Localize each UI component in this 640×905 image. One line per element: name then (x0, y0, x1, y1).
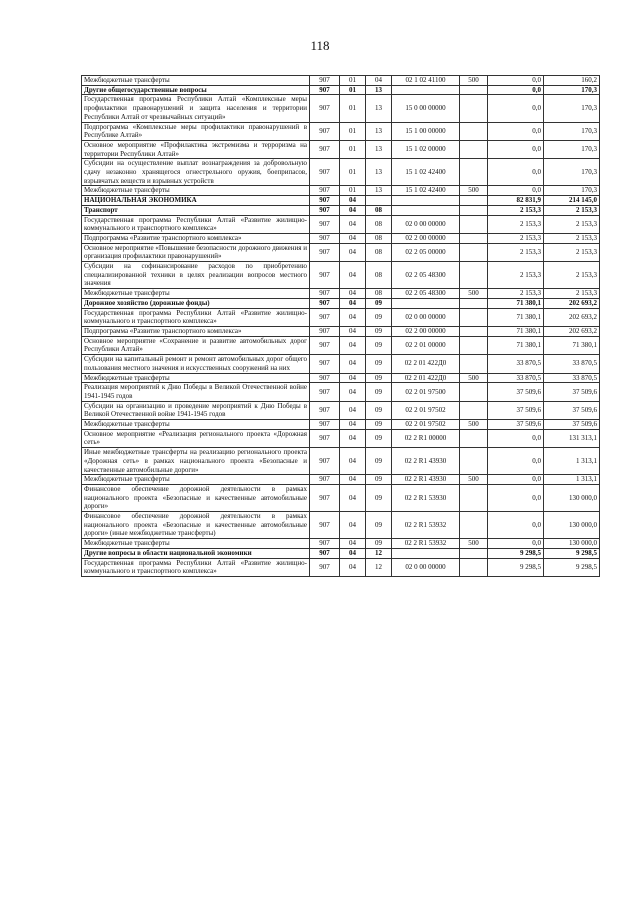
amount-year1-cell: 2 153,3 (488, 215, 544, 233)
ved-cell: 907 (310, 262, 340, 289)
amount-year2-cell: 2 153,3 (544, 215, 600, 233)
subsection-cell: 09 (366, 336, 392, 354)
table-row (82, 243, 600, 261)
amount-year2-cell: 130 000,0 (544, 484, 600, 511)
target-article-cell: 02 2 00 00000 (392, 233, 460, 243)
ved-cell: 907 (310, 558, 340, 576)
subsection-cell: 13 (366, 85, 392, 95)
section-cell: 01 (340, 76, 366, 86)
subsection-cell: 04 (366, 76, 392, 86)
table-row (82, 512, 600, 539)
ved-cell: 907 (310, 429, 340, 447)
target-article-cell (392, 548, 460, 558)
expense-type-cell: 500 (460, 475, 488, 485)
subsection-cell: 12 (366, 558, 392, 576)
expense-type-cell (460, 196, 488, 206)
ved-cell: 907 (310, 355, 340, 373)
expense-type-cell (460, 336, 488, 354)
target-article-cell: 02 2 R1 53930 (392, 484, 460, 511)
row-name-cell: Межбюджетные трансферты (82, 76, 310, 86)
ved-cell: 907 (310, 159, 340, 186)
table-row (82, 233, 600, 243)
table-row (82, 558, 600, 576)
ved-cell: 907 (310, 420, 340, 430)
amount-year1-cell: 0,0 (488, 539, 544, 549)
amount-year1-cell: 0,0 (488, 159, 544, 186)
row-name-cell: Другие вопросы в области национальной экономики (82, 548, 310, 558)
ved-cell: 907 (310, 233, 340, 243)
amount-year2-cell: 2 153,3 (544, 205, 600, 215)
target-article-cell: 02 0 00 00000 (392, 215, 460, 233)
expense-type-cell (460, 159, 488, 186)
expense-type-cell (460, 484, 488, 511)
section-cell: 04 (340, 262, 366, 289)
amount-year2-cell: 130 000,0 (544, 512, 600, 539)
expense-type-cell: 500 (460, 76, 488, 86)
amount-year1-cell: 2 153,3 (488, 205, 544, 215)
section-cell: 04 (340, 475, 366, 485)
ved-cell: 907 (310, 205, 340, 215)
amount-year2-cell: 2 153,3 (544, 243, 600, 261)
amount-year2-cell: 202 693,2 (544, 298, 600, 308)
section-cell: 04 (340, 298, 366, 308)
target-article-cell: 02 2 R1 53932 (392, 539, 460, 549)
amount-year1-cell: 37 509,6 (488, 420, 544, 430)
ved-cell: 907 (310, 512, 340, 539)
row-name-cell: Межбюджетные трансферты (82, 186, 310, 196)
target-article-cell: 15 1 02 42400 (392, 159, 460, 186)
target-article-cell: 02 2 01 97502 (392, 420, 460, 430)
row-name-cell: Основное мероприятие «Профилактика экстремизма и терроризма на территории Республики Алтай» (82, 140, 310, 158)
expense-type-cell (460, 355, 488, 373)
target-article-cell (392, 85, 460, 95)
subsection-cell: 09 (366, 298, 392, 308)
row-name-cell: Государственная программа Республики Алтай «Развитие жилищно-коммунального и транспортного комплекса» (82, 308, 310, 326)
expense-type-cell: 500 (460, 289, 488, 299)
section-cell: 04 (340, 420, 366, 430)
amount-year2-cell: 9 298,5 (544, 548, 600, 558)
section-cell: 01 (340, 140, 366, 158)
ved-cell: 907 (310, 539, 340, 549)
target-article-cell: 02 2 05 48300 (392, 289, 460, 299)
subsection-cell: 09 (366, 326, 392, 336)
subsection-cell: 09 (366, 484, 392, 511)
expense-type-cell (460, 383, 488, 401)
subsection-cell: 08 (366, 233, 392, 243)
subsection-cell: 13 (366, 122, 392, 140)
amount-year1-cell: 33 870,5 (488, 373, 544, 383)
row-name-cell: Государственная программа Республики Алтай «Комплексные меры профилактики правонарушений и защита населения и территории Республики Алтай от чрезвычайных ситуаций» (82, 95, 310, 122)
subsection-cell: 09 (366, 539, 392, 549)
table-row (82, 373, 600, 383)
amount-year1-cell: 9 298,5 (488, 558, 544, 576)
section-cell: 04 (340, 558, 366, 576)
subsection-cell: 09 (366, 429, 392, 447)
amount-year2-cell: 170,3 (544, 186, 600, 196)
subsection-cell: 09 (366, 420, 392, 430)
subsection-cell: 09 (366, 475, 392, 485)
amount-year1-cell: 2 153,3 (488, 289, 544, 299)
subsection-cell: 09 (366, 401, 392, 419)
section-cell: 04 (340, 215, 366, 233)
table-row (82, 308, 600, 326)
expense-type-cell (460, 298, 488, 308)
subsection-cell: 09 (366, 308, 392, 326)
target-article-cell: 02 2 R1 43930 (392, 448, 460, 475)
ved-cell: 907 (310, 298, 340, 308)
ved-cell: 907 (310, 95, 340, 122)
expense-type-cell (460, 122, 488, 140)
table-row (82, 159, 600, 186)
target-article-cell: 02 2 01 422Д0 (392, 373, 460, 383)
subsection-cell: 09 (366, 383, 392, 401)
row-name-cell: Основное мероприятие «Повышение безопасности дорожного движения и организация профилактики правонарушений» (82, 243, 310, 261)
expense-type-cell (460, 95, 488, 122)
row-name-cell: Реализация мероприятий к Дню Победы в Великой Отечественной войне 1941-1945 годов (82, 383, 310, 401)
amount-year1-cell: 0,0 (488, 95, 544, 122)
target-article-cell: 02 2 05 48300 (392, 262, 460, 289)
page-number: 118 (310, 38, 330, 53)
row-name-cell: Межбюджетные трансферты (82, 289, 310, 299)
row-name-cell: Основное мероприятие «Реализация регионального проекта «Дорожная сеть» (82, 429, 310, 447)
target-article-cell: 15 1 02 42400 (392, 186, 460, 196)
row-name-cell: Субсидии на осуществление выплат вознаграждения за добровольную сдачу незаконно хранящегося огнестрельного оружия, боеприпасов, взрывчатых веществ и взрывных устройств (82, 159, 310, 186)
amount-year1-cell: 82 831,9 (488, 196, 544, 206)
table-row (82, 85, 600, 95)
subsection-cell: 08 (366, 243, 392, 261)
section-cell: 01 (340, 122, 366, 140)
subsection-cell: 09 (366, 448, 392, 475)
amount-year1-cell: 0,0 (488, 484, 544, 511)
section-cell: 04 (340, 548, 366, 558)
table-row (82, 326, 600, 336)
section-cell: 04 (340, 243, 366, 261)
ved-cell: 907 (310, 448, 340, 475)
section-cell: 04 (340, 383, 366, 401)
section-cell: 04 (340, 355, 366, 373)
target-article-cell: 02 2 R1 43930 (392, 475, 460, 485)
amount-year2-cell: 37 509,6 (544, 401, 600, 419)
ved-cell: 907 (310, 140, 340, 158)
amount-year2-cell: 37 509,6 (544, 383, 600, 401)
target-article-cell (392, 196, 460, 206)
amount-year1-cell: 71 380,1 (488, 326, 544, 336)
amount-year1-cell: 2 153,3 (488, 243, 544, 261)
amount-year1-cell: 0,0 (488, 429, 544, 447)
row-name-cell: Субсидии на организацию и проведение мероприятий к Дню Победы в Великой Отечественной войне 1941-1945 годов (82, 401, 310, 419)
amount-year2-cell: 33 870,5 (544, 373, 600, 383)
target-article-cell: 02 0 00 00000 (392, 308, 460, 326)
amount-year2-cell: 1 313,1 (544, 448, 600, 475)
amount-year2-cell: 214 145,0 (544, 196, 600, 206)
subsection-cell: 08 (366, 289, 392, 299)
table-row (82, 548, 600, 558)
ved-cell: 907 (310, 336, 340, 354)
amount-year2-cell: 1 313,1 (544, 475, 600, 485)
table-row (82, 196, 600, 206)
subsection-cell: 08 (366, 215, 392, 233)
amount-year2-cell: 170,3 (544, 140, 600, 158)
section-cell: 01 (340, 186, 366, 196)
amount-year2-cell: 202 693,2 (544, 308, 600, 326)
target-article-cell: 02 2 00 00000 (392, 326, 460, 336)
amount-year1-cell: 0,0 (488, 76, 544, 86)
expense-type-cell: 500 (460, 539, 488, 549)
ved-cell: 907 (310, 475, 340, 485)
section-cell: 04 (340, 205, 366, 215)
amount-year2-cell: 71 380,1 (544, 336, 600, 354)
row-name-cell: Государственная программа Республики Алтай «Развитие жилищно-коммунального и транспортного комплекса» (82, 215, 310, 233)
section-cell: 04 (340, 336, 366, 354)
expense-type-cell (460, 205, 488, 215)
table-row (82, 484, 600, 511)
table-row (82, 122, 600, 140)
target-article-cell: 02 1 02 41100 (392, 76, 460, 86)
section-cell: 04 (340, 196, 366, 206)
subsection-cell: 13 (366, 140, 392, 158)
table-row (82, 383, 600, 401)
table-row (82, 76, 600, 86)
amount-year2-cell: 170,3 (544, 85, 600, 95)
subsection-cell: 08 (366, 205, 392, 215)
subsection-cell: 12 (366, 548, 392, 558)
amount-year1-cell: 37 509,6 (488, 383, 544, 401)
ved-cell: 907 (310, 308, 340, 326)
row-name-cell: Финансовое обеспечение дорожной деятельности в рамках национального проекта «Безопасные и качественные автомобильные дороги» (82, 484, 310, 511)
expense-type-cell (460, 233, 488, 243)
expense-type-cell (460, 548, 488, 558)
expense-type-cell (460, 85, 488, 95)
section-cell: 04 (340, 512, 366, 539)
section-cell: 04 (340, 289, 366, 299)
table-row (82, 186, 600, 196)
ved-cell: 907 (310, 373, 340, 383)
row-name-cell: Транспорт (82, 205, 310, 215)
amount-year1-cell: 2 153,3 (488, 262, 544, 289)
ved-cell: 907 (310, 76, 340, 86)
table-row (82, 336, 600, 354)
section-cell: 04 (340, 448, 366, 475)
row-name-cell: Дорожное хозяйство (дорожные фонды) (82, 298, 310, 308)
expense-type-cell: 500 (460, 186, 488, 196)
target-article-cell: 15 1 02 00000 (392, 140, 460, 158)
ved-cell: 907 (310, 383, 340, 401)
row-name-cell: Основное мероприятие «Сохранение и развитие автомобильных дорог Республики Алтай» (82, 336, 310, 354)
subsection-cell: 13 (366, 159, 392, 186)
section-cell: 04 (340, 539, 366, 549)
target-article-cell: 15 0 00 00000 (392, 95, 460, 122)
target-article-cell: 02 0 00 00000 (392, 558, 460, 576)
expense-type-cell: 500 (460, 420, 488, 430)
amount-year2-cell: 37 509,6 (544, 420, 600, 430)
target-article-cell: 02 2 01 97500 (392, 383, 460, 401)
amount-year1-cell: 71 380,1 (488, 308, 544, 326)
row-name-cell: Субсидии на софинансирование расходов по приобретению специализированной техники в целях реализации вопросов местного значения (82, 262, 310, 289)
target-article-cell: 02 2 R1 00000 (392, 429, 460, 447)
table-row (82, 539, 600, 549)
amount-year1-cell: 0,0 (488, 475, 544, 485)
row-name-cell: Иные межбюджетные трансферты на реализацию регионального проекта «Дорожная сеть» в рамках национального проекта «Безопасные и качественные автомобильные дороги» (82, 448, 310, 475)
ved-cell: 907 (310, 122, 340, 140)
subsection-cell: 09 (366, 373, 392, 383)
expense-type-cell (460, 401, 488, 419)
expense-type-cell (460, 262, 488, 289)
row-name-cell: НАЦИОНАЛЬНАЯ ЭКОНОМИКА (82, 196, 310, 206)
subsection-cell: 13 (366, 95, 392, 122)
ved-cell: 907 (310, 401, 340, 419)
table-row (82, 420, 600, 430)
target-article-cell (392, 298, 460, 308)
subsection-cell: 09 (366, 355, 392, 373)
expense-type-cell (460, 215, 488, 233)
amount-year1-cell: 71 380,1 (488, 336, 544, 354)
amount-year1-cell: 2 153,3 (488, 233, 544, 243)
expense-type-cell (460, 308, 488, 326)
row-name-cell: Другие общегосударственные вопросы (82, 85, 310, 95)
amount-year1-cell: 0,0 (488, 122, 544, 140)
amount-year2-cell: 131 313,1 (544, 429, 600, 447)
amount-year2-cell: 2 153,3 (544, 262, 600, 289)
row-name-cell: Подпрограмма «Развитие транспортного комплекса» (82, 326, 310, 336)
row-name-cell: Государственная программа Республики Алтай «Развитие жилищно-коммунального и транспортного комплекса» (82, 558, 310, 576)
table-row (82, 475, 600, 485)
target-article-cell: 02 2 R1 53932 (392, 512, 460, 539)
amount-year2-cell: 160,2 (544, 76, 600, 86)
table-row (82, 140, 600, 158)
section-cell: 04 (340, 373, 366, 383)
amount-year1-cell: 37 509,6 (488, 401, 544, 419)
table-row (82, 95, 600, 122)
ved-cell: 907 (310, 215, 340, 233)
amount-year2-cell: 33 870,5 (544, 355, 600, 373)
table-row (82, 262, 600, 289)
amount-year1-cell: 0,0 (488, 186, 544, 196)
ved-cell: 907 (310, 196, 340, 206)
amount-year1-cell: 0,0 (488, 140, 544, 158)
ved-cell: 907 (310, 289, 340, 299)
section-cell: 04 (340, 484, 366, 511)
table-row (82, 289, 600, 299)
amount-year2-cell: 202 693,2 (544, 326, 600, 336)
expense-type-cell: 500 (460, 373, 488, 383)
row-name-cell: Межбюджетные трансферты (82, 420, 310, 430)
expense-type-cell (460, 140, 488, 158)
amount-year2-cell: 170,3 (544, 95, 600, 122)
row-name-cell: Субсидии на капитальный ремонт и ремонт автомобильных дорог общего пользования местного значения и искусственных сооружений на них (82, 355, 310, 373)
row-name-cell: Межбюджетные трансферты (82, 539, 310, 549)
subsection-cell: 08 (366, 262, 392, 289)
amount-year2-cell: 2 153,3 (544, 289, 600, 299)
expense-type-cell (460, 512, 488, 539)
amount-year1-cell: 9 298,5 (488, 548, 544, 558)
row-name-cell: Подпрограмма «Развитие транспортного комплекса» (82, 233, 310, 243)
table-row (82, 298, 600, 308)
ved-cell: 907 (310, 243, 340, 261)
table-row (82, 401, 600, 419)
target-article-cell: 02 2 05 00000 (392, 243, 460, 261)
row-name-cell: Межбюджетные трансферты (82, 475, 310, 485)
amount-year1-cell: 0,0 (488, 85, 544, 95)
row-name-cell: Финансовое обеспечение дорожной деятельности в рамках национального проекта «Безопасные и качественные автомобильные дороги» (иные межбюджетные трансферты) (82, 512, 310, 539)
ved-cell: 907 (310, 186, 340, 196)
row-name-cell: Межбюджетные трансферты (82, 373, 310, 383)
ved-cell: 907 (310, 85, 340, 95)
amount-year2-cell: 2 153,3 (544, 233, 600, 243)
table-row (82, 429, 600, 447)
target-article-cell: 02 2 01 97502 (392, 401, 460, 419)
expense-type-cell (460, 558, 488, 576)
table-row (82, 448, 600, 475)
target-article-cell (392, 205, 460, 215)
ved-cell: 907 (310, 548, 340, 558)
section-cell: 01 (340, 85, 366, 95)
table-row (82, 205, 600, 215)
amount-year1-cell: 71 380,1 (488, 298, 544, 308)
table-row (82, 355, 600, 373)
subsection-cell (366, 196, 392, 206)
expense-type-cell (460, 448, 488, 475)
amount-year1-cell: 33 870,5 (488, 355, 544, 373)
budget-table (81, 75, 600, 577)
amount-year2-cell: 9 298,5 (544, 558, 600, 576)
ved-cell: 907 (310, 484, 340, 511)
amount-year2-cell: 130 000,0 (544, 539, 600, 549)
row-name-cell: Подпрограмма «Комплексные меры профилактики правонарушений в Республике Алтай» (82, 122, 310, 140)
section-cell: 04 (340, 401, 366, 419)
amount-year2-cell: 170,3 (544, 159, 600, 186)
section-cell: 04 (340, 429, 366, 447)
amount-year2-cell: 170,3 (544, 122, 600, 140)
subsection-cell: 13 (366, 186, 392, 196)
table-row (82, 215, 600, 233)
expense-type-cell (460, 326, 488, 336)
amount-year1-cell: 0,0 (488, 512, 544, 539)
ved-cell: 907 (310, 326, 340, 336)
target-article-cell: 02 2 01 422Д0 (392, 355, 460, 373)
expense-type-cell (460, 243, 488, 261)
section-cell: 04 (340, 233, 366, 243)
section-cell: 04 (340, 326, 366, 336)
target-article-cell: 02 2 01 00000 (392, 336, 460, 354)
target-article-cell: 15 1 00 00000 (392, 122, 460, 140)
section-cell: 01 (340, 95, 366, 122)
expense-type-cell (460, 429, 488, 447)
amount-year1-cell: 0,0 (488, 448, 544, 475)
section-cell: 04 (340, 308, 366, 326)
section-cell: 01 (340, 159, 366, 186)
subsection-cell: 09 (366, 512, 392, 539)
